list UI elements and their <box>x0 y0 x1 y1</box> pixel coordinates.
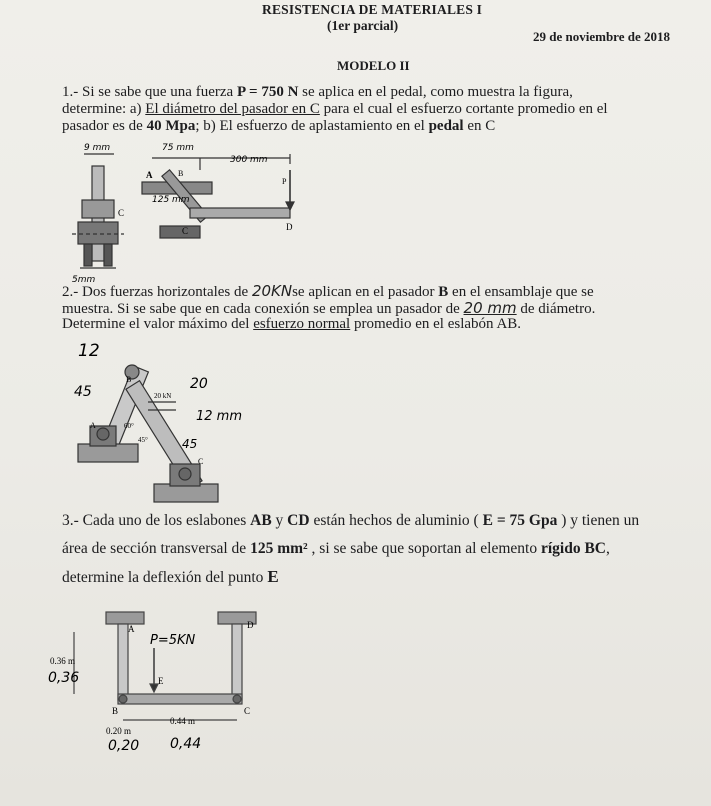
exam-date: 29 de noviembre de 2018 <box>533 29 670 44</box>
q2-fig-20: 20 <box>190 376 208 392</box>
q2-line1: 2.- Dos fuerzas horizontales de 20KNse aplican en el pasador B en el ensamblaje que se <box>62 282 594 300</box>
q2-fig-45deg: 45° <box>138 436 148 444</box>
q3-fig-036: 0.36 m <box>50 656 76 666</box>
pedal-figure <box>70 140 310 285</box>
q1-line3: pasador es de 40 Mpa; b) El esfuerzo de aplastamiento en el pedal en C <box>62 118 496 134</box>
q1-fig-A: A <box>146 170 153 180</box>
q3-fig-036-hand: 0,36 <box>48 670 80 686</box>
q1-fig-125mm: 125 mm <box>152 195 190 205</box>
q1-fig-C: C <box>182 226 189 236</box>
q1-fig-D: D <box>286 222 293 232</box>
q1-fig-Cside: C <box>118 208 125 218</box>
q3-fig-020: 0.20 m <box>106 726 132 736</box>
q2-fig-60: 60° <box>124 422 134 430</box>
links-figure <box>40 602 280 752</box>
q2-line3: Determine el valor máximo del esfuerzo normal promedio en el eslabón AB. <box>62 316 522 332</box>
q3-fig-020-hand: 0,20 <box>108 738 140 754</box>
q2-line2: muestra. Si se sabe que en cada conexión se emplea un pasador de 20 mm de diámetro. <box>62 299 596 317</box>
q3-fig-C: C <box>244 706 251 716</box>
q3-fig-044-hand: 0,44 <box>170 736 202 752</box>
q2-fig-45: 45 <box>74 384 92 400</box>
q1-fig-9mm: 9 mm <box>84 143 111 153</box>
q1-line1: 1.- Si se sabe que una fuerza P = 750 N se aplica en el pedal, como muestra la figura, <box>62 84 573 100</box>
q3-fig-E: E <box>158 676 164 686</box>
q1-fig-5mm: 5mm <box>72 275 96 285</box>
q3-fig-D: D <box>247 620 254 630</box>
exam-title: (1er parcial) <box>327 18 399 33</box>
q2-fig-45b: 45 <box>182 437 198 451</box>
q3-fig-A: A <box>128 624 135 634</box>
q3-fig-B: B <box>112 706 119 716</box>
q3-line2: área de sección transversal de 125 mm² , si se sabe que soportan al elemento rígido BC, <box>62 540 610 557</box>
assembly-figure <box>70 336 280 516</box>
q3-fig-044: 0.44 m <box>170 716 196 726</box>
q1-fig-P: P <box>282 177 287 186</box>
q2-fig-20kN: 20 kN <box>154 392 172 400</box>
q2-fig-12mm: 12 mm <box>196 409 243 424</box>
q3-line3: determine la deflexión del punto E <box>62 567 279 586</box>
q1-fig-B: B <box>178 169 184 178</box>
q2-fig-A: A <box>90 421 96 430</box>
course-title: RESISTENCIA DE MATERIALES I <box>262 2 483 17</box>
q2-fig-B: B <box>126 375 132 384</box>
q2-fig-C: C <box>198 457 204 466</box>
q2-fig-12: 12 <box>78 341 100 361</box>
q1-fig-300mm: 300 mm <box>230 155 268 165</box>
model-label: MODELO II <box>337 58 410 73</box>
q3-fig-P: P=5KN <box>150 633 196 648</box>
q3-line1: 3.- Cada uno de los eslabones AB y CD están hechos de aluminio ( E = 75 Gpa ) y tienen un <box>62 512 640 529</box>
q1-fig-75mm: 75 mm <box>162 143 194 153</box>
q1-line2: determine: a) El diámetro del pasador en C para el cual el esfuerzo cortante promedio en el <box>62 101 608 117</box>
